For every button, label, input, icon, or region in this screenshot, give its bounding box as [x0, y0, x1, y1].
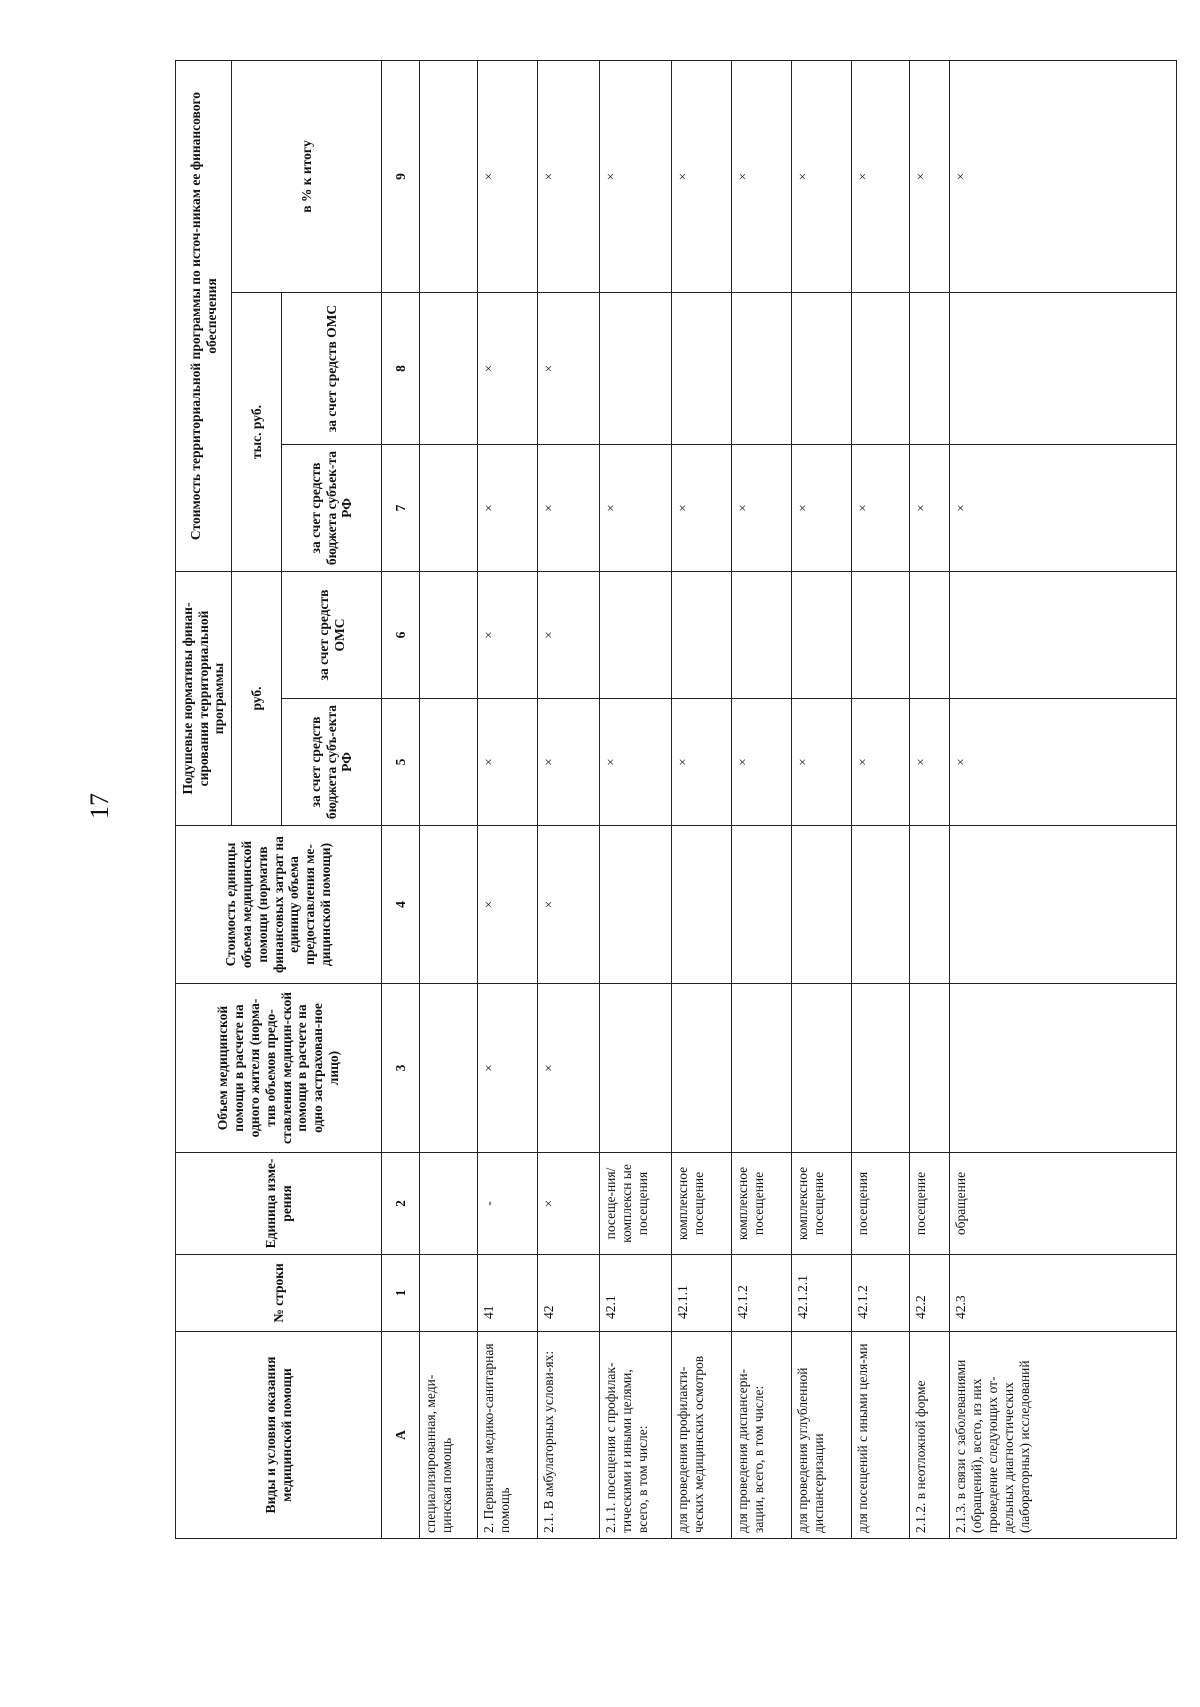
cell-c7: × [672, 445, 732, 572]
table-row [792, 61, 852, 1539]
cell-name: 2.1.1. посещения с профилак-тическими и иными целями, всего, в том числе: [600, 1332, 672, 1539]
header-col-9: в % к итогу [232, 61, 382, 293]
cell-c4 [910, 826, 950, 984]
cell-c8 [910, 293, 950, 445]
cell-unit: посещение [910, 1153, 950, 1255]
header-col-1: № строки [176, 1255, 382, 1332]
table-row [950, 61, 1177, 1539]
cell-line: 42.2 [910, 1255, 950, 1332]
cell-c3 [950, 984, 1177, 1153]
cell-line: 42 [538, 1255, 600, 1332]
cell-c9: × [600, 61, 672, 293]
cell-unit: × [538, 1153, 600, 1255]
column-number: 7 [382, 445, 420, 572]
cell-unit: комплексное посещение [732, 1153, 792, 1255]
cell-c4 [600, 826, 672, 984]
column-number: 5 [382, 699, 420, 826]
table-row [852, 61, 910, 1539]
cell-c9: × [792, 61, 852, 293]
header-col-3: Объем медицинской помощи в расчете на одного жителя (норма-тив объемов предо-ставления медицин-ской помощи в расчете на одно застрахован-ное лицо) [176, 984, 382, 1153]
cell-line: 42.1.2.1 [792, 1255, 852, 1332]
header-col-a: Виды и условия оказания медицинской помощи [176, 1332, 382, 1539]
cell-c8: × [538, 293, 600, 445]
cell-c4: × [538, 826, 600, 984]
cell-c4 [672, 826, 732, 984]
header-group-5-6: Подушевые нормативы финан-сирования территориальной программы [176, 572, 232, 826]
column-number: 1 [382, 1255, 420, 1332]
cell-name: для проведения профилакти-ческих медицинских осмотров [672, 1332, 732, 1539]
table-row [478, 61, 538, 1539]
cell-c7: × [538, 445, 600, 572]
cell-c5: × [600, 699, 672, 826]
cell-name: 2. Первичная медико-санитарная помощь [478, 1332, 538, 1539]
cell-c5: × [538, 699, 600, 826]
cell-c6: × [478, 572, 538, 699]
cell-name: для посещений с иными целя-ми [852, 1332, 910, 1539]
cell-line: 42.1.2 [732, 1255, 792, 1332]
cell-c3 [852, 984, 910, 1153]
cell-c7 [420, 445, 478, 572]
cell-c9: × [538, 61, 600, 293]
cell-line: 42.3 [950, 1255, 1177, 1332]
column-number: 4 [382, 826, 420, 984]
cell-c3 [792, 984, 852, 1153]
cell-c6 [852, 572, 910, 699]
header-col-7: за счет средств бюджета субъек-та РФ [282, 445, 382, 572]
cell-c6 [732, 572, 792, 699]
rotated-table-wrapper [175, 61, 1177, 1539]
cell-c7: × [478, 445, 538, 572]
cell-c8 [420, 293, 478, 445]
cell-c3 [600, 984, 672, 1153]
column-number: 2 [382, 1153, 420, 1255]
cell-name: 2.1.3. в связи с заболеваниями (обращений), всего, из них проведение следующих от-дельных диагностических (лабораторных) исследований [950, 1332, 1177, 1539]
column-number: 3 [382, 984, 420, 1153]
cell-c7: × [950, 445, 1177, 572]
header-col-8: за счет средств ОМС [282, 293, 382, 445]
cell-line: 42.1 [600, 1255, 672, 1332]
cell-unit: комплексное посещение [792, 1153, 852, 1255]
cell-line: 41 [478, 1255, 538, 1332]
cell-c5: × [910, 699, 950, 826]
cell-c8 [792, 293, 852, 445]
cell-c7: × [732, 445, 792, 572]
cell-c7: × [792, 445, 852, 572]
cell-unit [420, 1153, 478, 1255]
cell-unit: посещения [852, 1153, 910, 1255]
header-col-2: Единица изме-рения [176, 1153, 382, 1255]
cell-c3: × [478, 984, 538, 1153]
cell-c8 [732, 293, 792, 445]
cell-c6: × [538, 572, 600, 699]
cell-c7: × [600, 445, 672, 572]
cell-name: 2.1.2. в неотложной форме [910, 1332, 950, 1539]
cell-c3: × [538, 984, 600, 1153]
cell-name: специализированная, меди-цинская помощь [420, 1332, 478, 1539]
page-number: 17 [85, 793, 114, 819]
table-row [600, 61, 672, 1539]
cell-c9: × [672, 61, 732, 293]
cell-line: 42.1.1 [672, 1255, 732, 1332]
cell-c3 [732, 984, 792, 1153]
header-rub: руб. [232, 572, 282, 826]
column-number: 6 [382, 572, 420, 699]
cell-unit: обращение [950, 1153, 1177, 1255]
cell-c8 [600, 293, 672, 445]
cell-c5: × [672, 699, 732, 826]
cell-c6 [910, 572, 950, 699]
cell-c7: × [910, 445, 950, 572]
cell-c5: × [852, 699, 910, 826]
cell-c9: × [852, 61, 910, 293]
cell-name: 2.1. В амбулаторных услови-ях: [538, 1332, 600, 1539]
cell-c4 [950, 826, 1177, 984]
cell-unit: посеще-ния/комплексн ые посещения [600, 1153, 672, 1255]
cell-c5: × [732, 699, 792, 826]
cell-c4 [852, 826, 910, 984]
table-row [538, 61, 600, 1539]
cell-c5: × [950, 699, 1177, 826]
cell-c5: × [478, 699, 538, 826]
cell-c6 [600, 572, 672, 699]
cell-c8 [852, 293, 910, 445]
cell-c8: × [478, 293, 538, 445]
cell-line [420, 1255, 478, 1332]
financing-table [175, 60, 1177, 1539]
cell-c6 [420, 572, 478, 699]
column-number: А [382, 1332, 420, 1539]
cell-c6 [950, 572, 1177, 699]
header-thous-rub: тыс. руб. [232, 293, 282, 572]
cell-name: для проведения диспансери-зации, всего, в том числе: [732, 1332, 792, 1539]
cell-c4 [732, 826, 792, 984]
cell-c9: × [910, 61, 950, 293]
cell-c6 [672, 572, 732, 699]
header-col-5: за счет средств бюджета субъ-екта РФ [282, 699, 382, 826]
cell-c7: × [852, 445, 910, 572]
cell-c9: × [478, 61, 538, 293]
cell-c6 [792, 572, 852, 699]
header-col-6: за счет средств ОМС [282, 572, 382, 699]
cell-c9: × [732, 61, 792, 293]
cell-c3 [420, 984, 478, 1153]
table-row [910, 61, 950, 1539]
cell-c9 [420, 61, 478, 293]
column-number: 8 [382, 293, 420, 445]
cell-unit: - [478, 1153, 538, 1255]
cell-c3 [672, 984, 732, 1153]
cell-unit: комплексное посещение [672, 1153, 732, 1255]
table-row [672, 61, 732, 1539]
cell-c5 [420, 699, 478, 826]
cell-c8 [950, 293, 1177, 445]
cell-c4 [792, 826, 852, 984]
cell-c5: × [792, 699, 852, 826]
cell-c3 [910, 984, 950, 1153]
cell-line: 42.1.2 [852, 1255, 910, 1332]
cell-c8 [672, 293, 732, 445]
column-number: 9 [382, 61, 420, 293]
cell-c4 [420, 826, 478, 984]
table-row [420, 61, 478, 1539]
cell-name: для проведения углубленной диспансеризации [792, 1332, 852, 1539]
cell-c9: × [950, 61, 1177, 293]
header-group-7-9: Стоимость территориальной программы по источ-никам ее финансового обеспечения [176, 61, 232, 572]
header-col-4: Стоимость единицы объема медицинской помощи (норматив финансовых затрат на единицу объема предоставления ме-дицинской помощи) [176, 826, 382, 984]
cell-c4: × [478, 826, 538, 984]
table-row [732, 61, 792, 1539]
